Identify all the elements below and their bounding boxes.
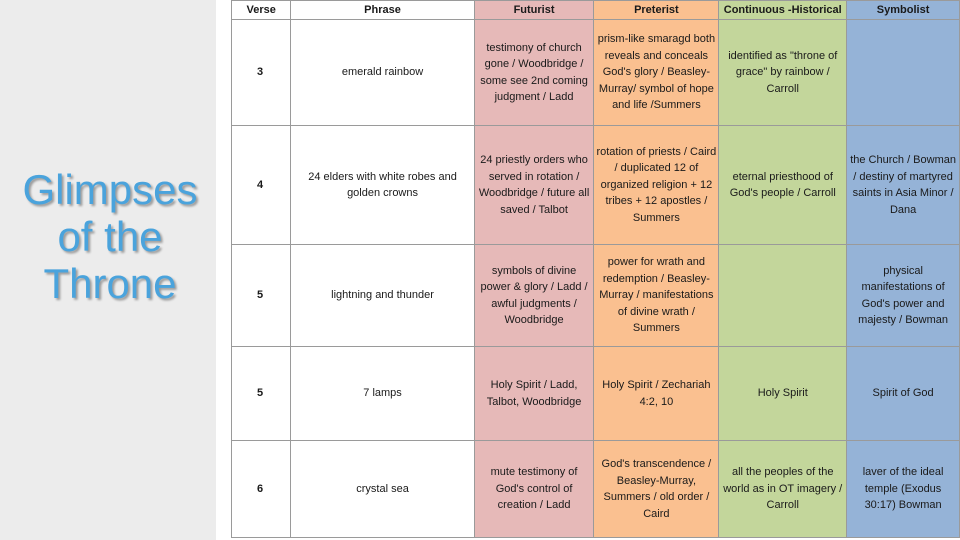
cell-historical: eternal priesthood of God's people / Carroll <box>719 126 847 245</box>
title-line: Throne <box>43 260 177 307</box>
cell-verse: 6 <box>232 441 291 538</box>
cell-preterist: rotation of priests / Caird / duplicated 12 of organized religion + 12 tribes + 12 apostles / Summers <box>594 126 719 245</box>
cell-preterist: power for wrath and redemption / Beasley-Murray / manifestations of divine wrath / Summers <box>594 245 719 347</box>
table-row <box>232 347 960 441</box>
header-futurist: Futurist <box>474 1 594 20</box>
cell-historical <box>719 245 847 347</box>
cell-preterist: God's transcendence / Beasley-Murray, Summers / old order / Caird <box>594 441 719 538</box>
cell-symbolist: the Church / Bowman / destiny of martyred saints in Asia Minor / Dana <box>847 126 960 245</box>
comparison-table-container <box>231 0 960 540</box>
slide-title <box>10 166 210 307</box>
cell-symbolist: physical manifestations of God's power and majesty / Bowman <box>847 245 960 347</box>
table-row <box>232 20 960 126</box>
cell-symbolist: laver of the ideal temple (Exodus 30:17) Bowman <box>847 441 960 538</box>
cell-futurist: symbols of divine power & glory / Ladd / awful judgments / Woodbridge <box>474 245 594 347</box>
header-verse: Verse <box>232 1 291 20</box>
cell-preterist: Holy Spirit / Zechariah 4:2, 10 <box>594 347 719 441</box>
cell-symbolist: Spirit of God <box>847 347 960 441</box>
cell-futurist: Holy Spirit / Ladd, Talbot, Woodbridge <box>474 347 594 441</box>
cell-futurist: testimony of church gone / Woodbridge / some see 2nd coming judgment / Ladd <box>474 20 594 126</box>
header-historical: Continuous -Historical <box>719 1 847 20</box>
cell-futurist: mute testimony of God's control of creation / Ladd <box>474 441 594 538</box>
cell-phrase: emerald rainbow <box>291 20 474 126</box>
cell-preterist: prism-like smaragd both reveals and conceals God's glory / Beasley-Murray/ symbol of hope and life /Summers <box>594 20 719 126</box>
table-row <box>232 245 960 347</box>
cell-phrase: 24 elders with white robes and golden crowns <box>291 126 474 245</box>
cell-verse: 5 <box>232 347 291 441</box>
cell-symbolist <box>847 20 960 126</box>
header-symbolist: Symbolist <box>847 1 960 20</box>
title-line: Glimpses <box>22 166 198 213</box>
cell-verse: 5 <box>232 245 291 347</box>
header-preterist: Preterist <box>594 1 719 20</box>
cell-futurist: 24 priestly orders who served in rotation / Woodbridge / future all saved / Talbot <box>474 126 594 245</box>
cell-verse: 3 <box>232 20 291 126</box>
comparison-table <box>231 0 960 538</box>
cell-historical: identified as "throne of grace" by rainbow / Carroll <box>719 20 847 126</box>
table-row <box>232 441 960 538</box>
cell-phrase: crystal sea <box>291 441 474 538</box>
cell-phrase: lightning and thunder <box>291 245 474 347</box>
cell-historical: all the peoples of the world as in OT imagery / Carroll <box>719 441 847 538</box>
cell-verse: 4 <box>232 126 291 245</box>
cell-historical: Holy Spirit <box>719 347 847 441</box>
header-row <box>232 1 960 20</box>
table-row <box>232 126 960 245</box>
title-line: of the <box>57 213 163 260</box>
header-phrase: Phrase <box>291 1 474 20</box>
cell-phrase: 7 lamps <box>291 347 474 441</box>
